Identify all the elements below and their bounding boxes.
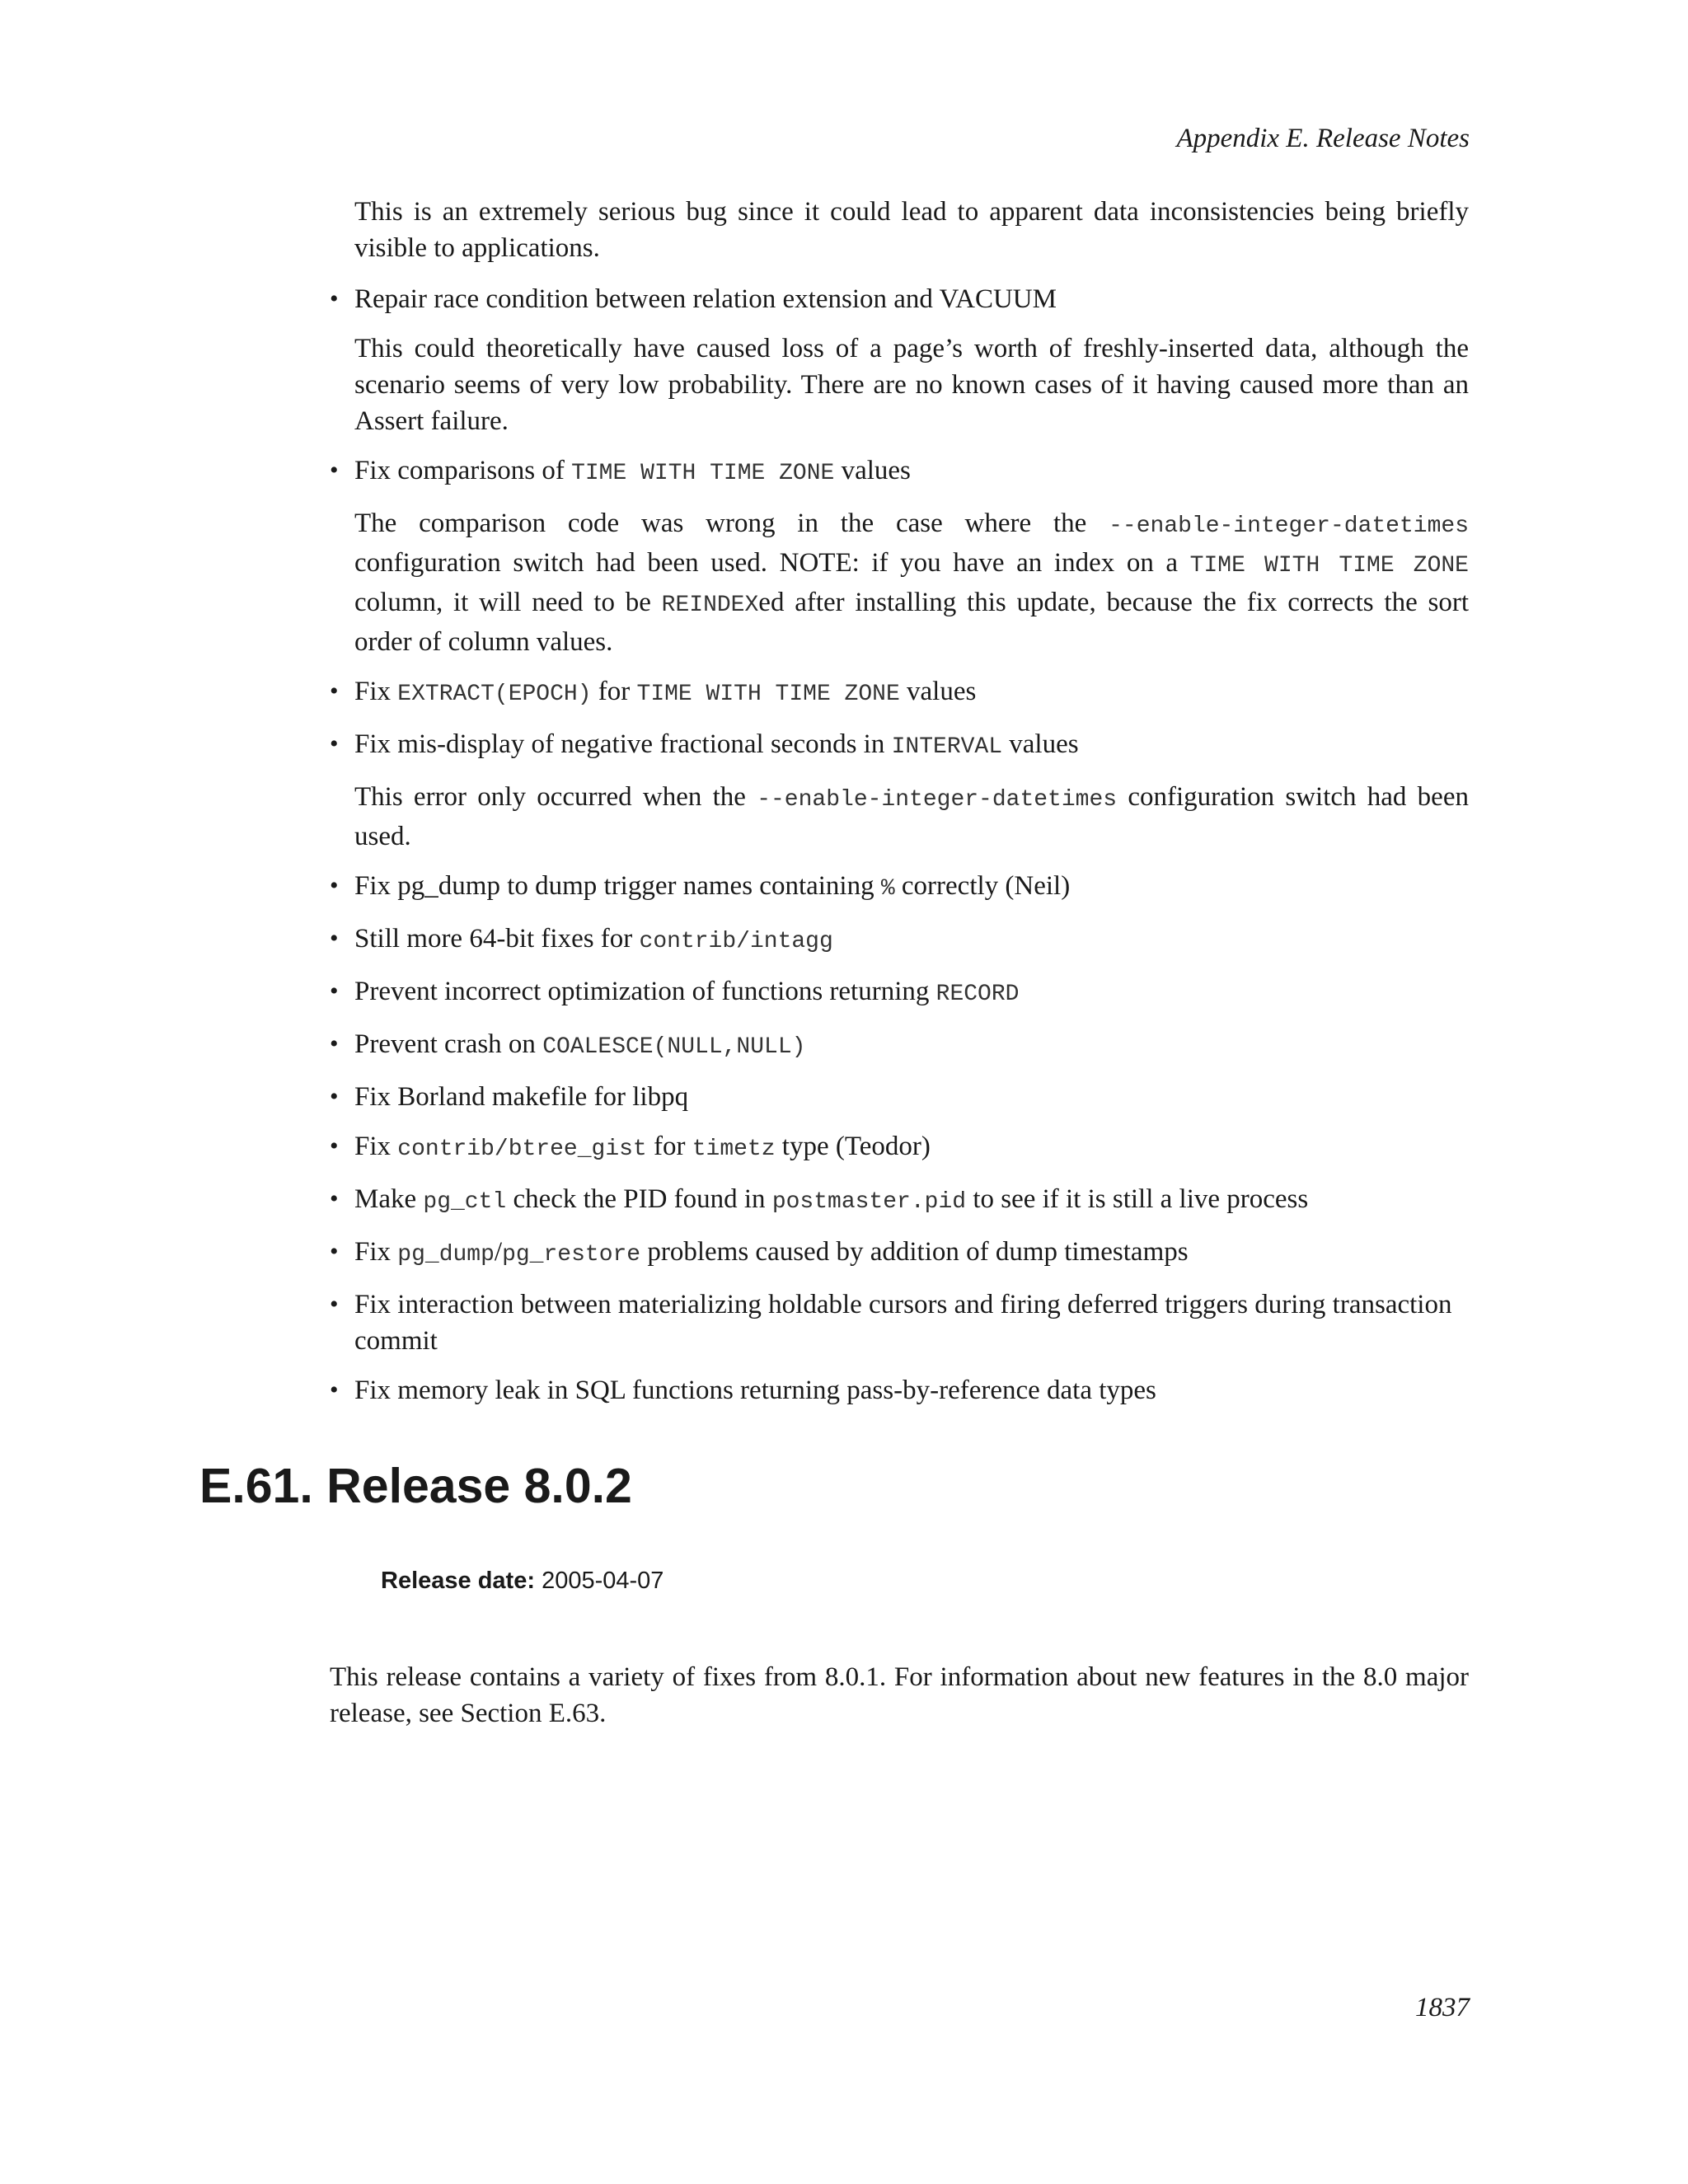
text-run: problems caused by addition of dump timestamps: [640, 1237, 1189, 1267]
bullet-icon: •: [330, 457, 339, 484]
bullet-icon: •: [330, 1083, 339, 1110]
text-run: Prevent incorrect optimization of functions returning: [354, 977, 936, 1006]
bullet-icon: •: [330, 1238, 339, 1265]
list-item: [330, 1234, 1469, 1273]
list-item: [330, 452, 1469, 660]
text-run: column, it will need to be: [354, 588, 662, 617]
inline-code: TIME WITH TIME ZONE: [1189, 553, 1469, 579]
inline-code: postmaster.pid: [771, 1189, 967, 1215]
inline-code: TIME WITH TIME ZONE: [636, 682, 900, 707]
bullet-icon: •: [330, 1030, 339, 1057]
inline-code: --enable-integer-datetimes: [757, 787, 1118, 813]
list-item-title: [354, 1079, 1469, 1115]
text-run: for: [591, 677, 637, 706]
list-item: [330, 1128, 1469, 1168]
inline-code: TIME WITH TIME ZONE: [571, 461, 835, 486]
bullet-icon: •: [330, 1291, 339, 1318]
list-item-title: [354, 868, 1469, 907]
bullet-icon: •: [330, 977, 339, 1005]
text-run: correctly (Neil): [894, 871, 1071, 901]
inline-code: pg_dump: [397, 1242, 495, 1268]
inline-code: RECORD: [935, 982, 1020, 1007]
inline-code: timetz: [692, 1137, 776, 1162]
list-item: [330, 281, 1469, 439]
section-heading: E.61. Release 8.0.2: [199, 1459, 632, 1513]
text-run: values: [1002, 729, 1079, 759]
text-run: check the PID found in: [506, 1184, 772, 1214]
inline-code: --enable-integer-datetimes: [1109, 513, 1469, 539]
list-item: [330, 921, 1469, 960]
text-run: The comparison code was wrong in the case where the: [354, 509, 1109, 538]
bullet-icon: •: [330, 1185, 339, 1212]
release-section: [199, 1457, 1469, 1732]
text-run: Prevent crash on: [354, 1029, 543, 1059]
lead-paragraph: This is an extremely serious bug since it could lead to apparent data inconsistencies being briefly visible to applications.: [354, 197, 1469, 263]
bullet-icon: •: [330, 872, 339, 899]
text-run: /: [494, 1237, 503, 1267]
text-run: Fix mis-display of negative fractional seconds in: [354, 729, 892, 759]
inline-code: %: [880, 876, 895, 902]
inline-code: contrib/btree_gist: [397, 1137, 647, 1162]
text-run: values: [899, 677, 977, 706]
text-run: type (Teodor): [775, 1132, 931, 1161]
release-notes-content: [330, 194, 1469, 1422]
inline-code: pg_ctl: [423, 1189, 507, 1215]
page-number: 1837: [1415, 1993, 1470, 2022]
list-item: [330, 1026, 1469, 1066]
list-item-title: [354, 1234, 1469, 1273]
bullet-icon: •: [330, 730, 339, 757]
inline-code: INTERVAL: [891, 734, 1003, 760]
list-item-title: [354, 726, 1469, 766]
list-item-description: [354, 505, 1469, 660]
text-run: ed after installing this update, because the fix corrects the sort order of column values.: [354, 588, 1469, 657]
section-intro: This release contains a variety of fixes from 8.0.1. For information about new features in the 8.0 major release, see Section E.63.: [330, 1662, 1469, 1728]
text-run: Fix: [354, 1237, 398, 1267]
text-run: Fix comparisons of: [354, 456, 572, 485]
release-date-value: 2005-04-07: [542, 1568, 664, 1594]
list-item: [330, 1286, 1469, 1359]
list-item-title: [354, 921, 1469, 960]
text-run: Fix: [354, 1132, 398, 1161]
list-item-title: [354, 1026, 1469, 1066]
list-item-description: [354, 779, 1469, 855]
text-run: Fix pg_dump to dump trigger names containing: [354, 871, 881, 901]
text-run: configuration switch had been used. NOTE: if you have an index on a: [354, 548, 1190, 578]
text-run: values: [834, 456, 911, 485]
list-item-title: [354, 1181, 1469, 1221]
bullet-icon: •: [330, 1376, 339, 1404]
text-run: This error only occurred when the: [354, 782, 757, 812]
list-item-description: [354, 330, 1469, 439]
list-item-title: [354, 673, 1469, 713]
bullet-icon: •: [330, 677, 339, 705]
list-item: [330, 1181, 1469, 1221]
running-header: Appendix E. Release Notes: [1176, 124, 1470, 153]
inline-code: COALESCE(NULL,NULL): [542, 1034, 806, 1060]
inline-code: pg_restore: [502, 1242, 641, 1268]
list-item: [330, 973, 1469, 1013]
list-item: [330, 673, 1469, 713]
text-run: Make: [354, 1184, 424, 1214]
fix-list: [330, 281, 1469, 1408]
list-item: [330, 868, 1469, 907]
list-item: [330, 1079, 1469, 1115]
list-item-title: [354, 281, 1469, 317]
release-date: [381, 1568, 1469, 1595]
list-item: [330, 726, 1469, 855]
list-item-title: [354, 973, 1469, 1013]
text-run: Fix memory leak in SQL functions returning pass-by-reference data types: [354, 1376, 1156, 1405]
text-run: configuration switch had been used.: [354, 782, 1469, 851]
bullet-icon: •: [330, 925, 339, 952]
list-item-title: [354, 1372, 1469, 1408]
inline-code: contrib/intagg: [639, 929, 833, 954]
list-item-title: [354, 1286, 1469, 1359]
text-run: to see if it is still a live process: [966, 1184, 1309, 1214]
list-item: [330, 1372, 1469, 1408]
text-run: Fix Borland makefile for libpq: [354, 1082, 689, 1112]
bullet-icon: •: [330, 285, 339, 312]
list-item-title: [354, 1128, 1469, 1168]
text-run: Repair race condition between relation extension and VACUUM: [354, 284, 1057, 314]
text-run: for: [646, 1132, 692, 1161]
bullet-icon: •: [330, 1132, 339, 1160]
text-run: Fix interaction between materializing holdable cursors and firing deferred triggers during transaction commit: [354, 1290, 1452, 1356]
release-date-label: Release date:: [381, 1568, 535, 1594]
list-item-title: [354, 452, 1469, 492]
text-run: Fix: [354, 677, 398, 706]
text-run: This could theoretically have caused loss of a page’s worth of freshly-inserted data, although the scenario seems of very low probability. There are no known cases of it having caused more than an Assert failure.: [354, 334, 1469, 436]
inline-code: REINDEX: [661, 593, 759, 618]
inline-code: EXTRACT(EPOCH): [397, 682, 592, 707]
text-run: Still more 64-bit fixes for: [354, 924, 640, 954]
